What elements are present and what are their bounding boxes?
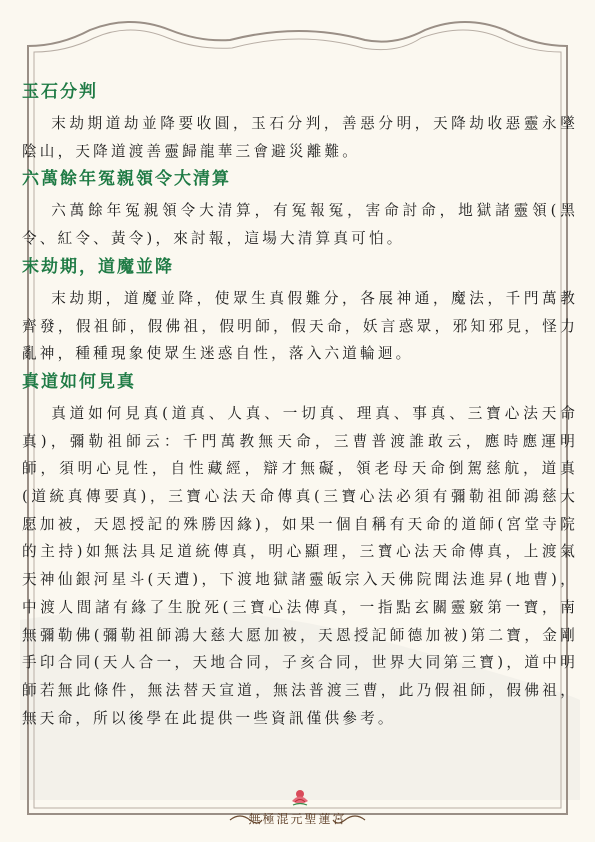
section-heading: 末劫期，道魔並降 (22, 256, 174, 277)
section-heading: 六萬餘年冤親領令大清算 (22, 169, 231, 190)
section-heading: 真道如何見真 (22, 371, 136, 392)
section-paragraph: 末劫期道劫並降要收圓，玉石分判，善惡分明，天降劫收惡靈永墜陰山，天降道渡善靈歸龍華三會避災離難。 (22, 115, 578, 160)
section-heading: 玉石分判 (22, 82, 98, 102)
section-paragraph: 真道如何見真(道真、人真、一切真、理真、事真、三寶心法天命真)，彌勒祖師云：千門萬教無天命，三曹普渡誰敢云，應時應運明師，須明心見性，自性藏經，辯才無礙，領老母天命倒駕慈航，道真(道統真傳要真)，三寶心法天命傳真(三寶心法必須有彌勒祖師鴻慈大愿加被，天恩授記的殊勝因緣)，如果一個自稱有天命的道師(宮堂寺院的主持)如無法具足道統傳真，明心顯理，三寶心法天命傳真，上渡氣天神仙銀河星斗(天遭)，下渡地獄諸靈皈宗入天佛院聞法進昇(地曹)，中渡人間諸有緣了生脫死(三寶心法傳真，一指點玄關靈竅第一寶，南無彌勒佛(彌勒祖師鴻大慈大愿加被，天恩授記師德加被)第二寶，金剛手印合同(天人合一，天地合同，子亥合同，世界大同第三寶)，道中明師若無此條件，無法替天宣道，無法普渡三曹，此乃假祖師，假佛祖，無天命，所以後學在此提供一些資訊僅供參考。 (22, 404, 578, 727)
section-jade-stone (22, 80, 578, 165)
footer-temple-name: 無極混元聖蓮宮 (248, 812, 347, 826)
section-end-times (22, 255, 578, 368)
lotus-icon (289, 786, 311, 808)
section-paragraph: 末劫期，道魔並降，使眾生真假難分，各展神通，魔法，千門萬教齊發，假祖師，假佛祖，假明師，假天命，妖言惑眾，邪知邪見，怪力亂神，種種現象使眾生迷惑自性，落入六道輪迴。 (22, 289, 578, 363)
document-body (22, 80, 578, 734)
section-true-dao (22, 370, 578, 732)
section-karmic-reckoning (22, 167, 578, 252)
section-paragraph: 六萬餘年冤親領令大清算，有冤報冤，害命討命，地獄諸靈領(黑令、紅令、黃令)，來討報，這場大清算真可怕。 (22, 202, 578, 248)
